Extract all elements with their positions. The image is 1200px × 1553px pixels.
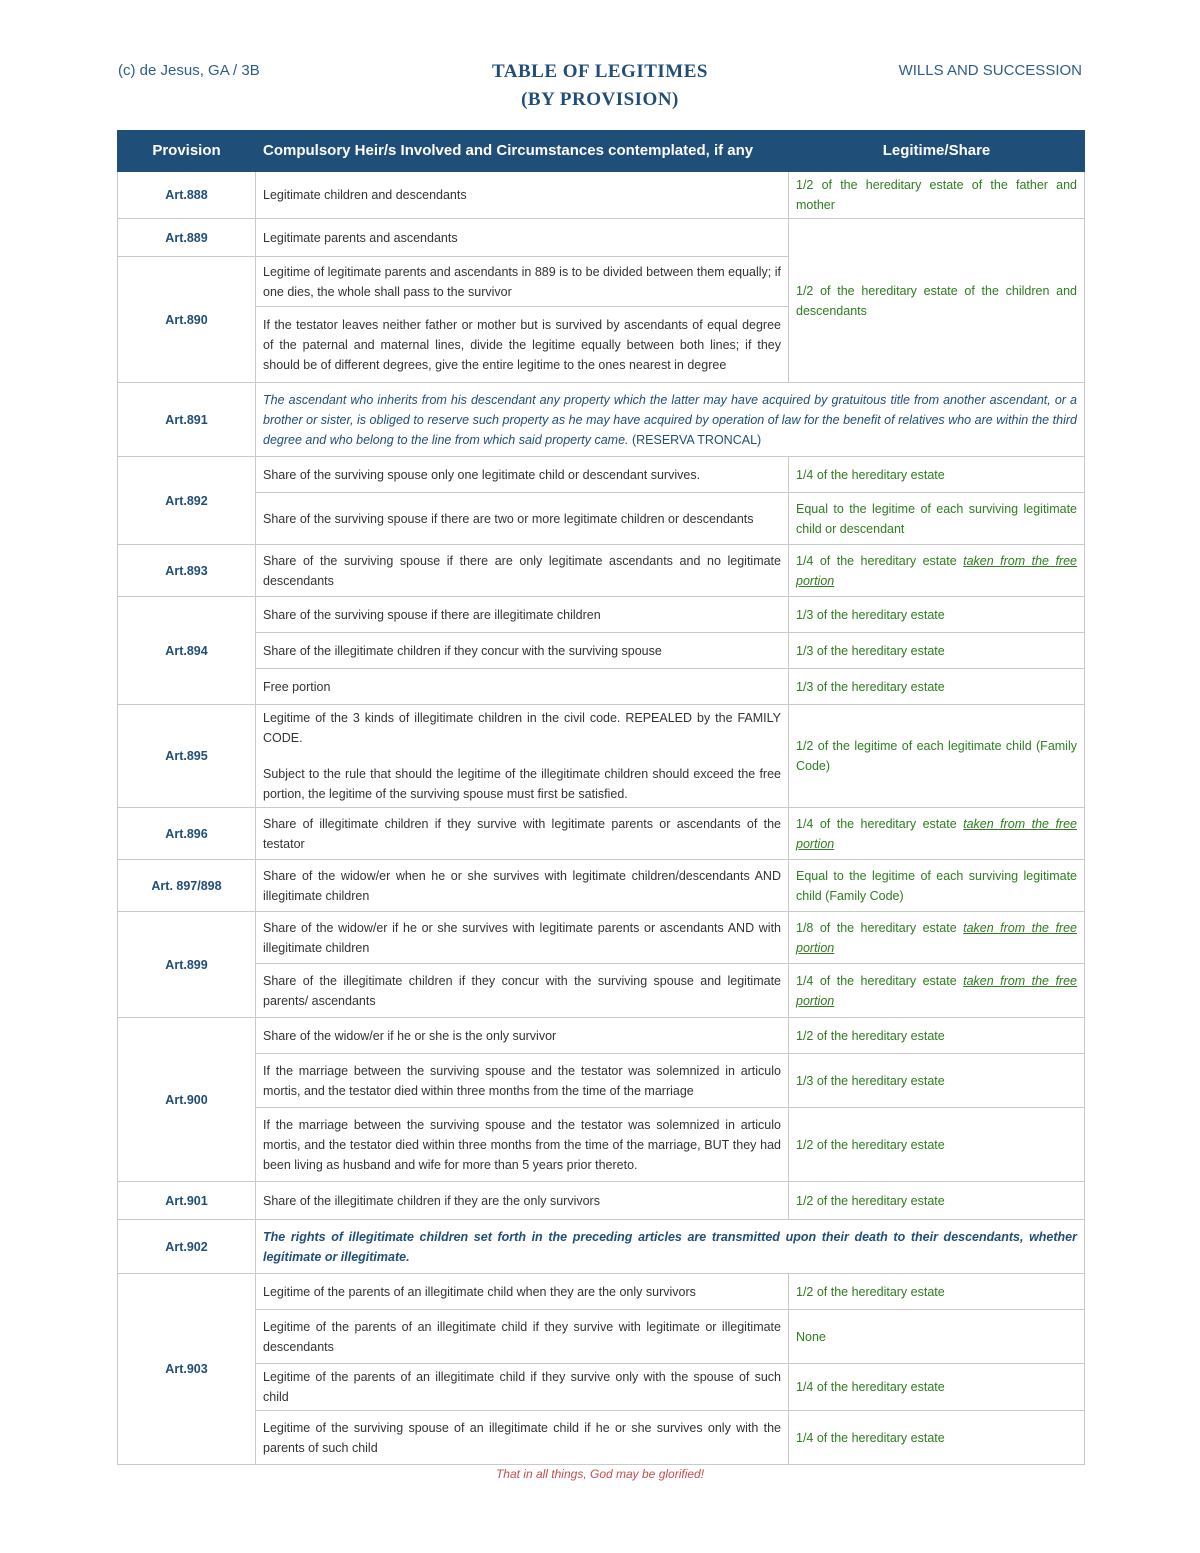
heirs-cell: Share of the illegitimate children if they concur with the surviving spouse — [256, 633, 789, 669]
share-cell: 1/2 of the hereditary estate of the children and descendants — [789, 219, 1085, 383]
share-cell — [789, 964, 1085, 1018]
provision-cell: Art.888 — [118, 172, 256, 219]
share-cell: 1/2 of the hereditary estate — [789, 1274, 1085, 1310]
heirs-cell: Legitime of the surviving spouse of an illegitimate child if he or she survives only with the parents of such child — [256, 1411, 789, 1465]
table-row — [118, 545, 1085, 597]
share-cell: 1/4 of the hereditary estate — [789, 1411, 1085, 1465]
heirs-cell — [256, 705, 789, 808]
provision-cell: Art.900 — [118, 1018, 256, 1182]
heirs-cell: Legitime of legitimate parents and ascendants in 889 is to be divided between them equally; if one dies, the whole shall pass to the survivor — [256, 257, 789, 307]
table-row — [118, 457, 1085, 493]
share-cell: 1/3 of the hereditary estate — [789, 633, 1085, 669]
free-portion-note: taken from the free portion — [796, 973, 1077, 1008]
free-portion-note: taken from the free portion — [796, 920, 1077, 955]
share-cell: 1/2 of the hereditary estate — [789, 1182, 1085, 1220]
heirs-text-1: Legitime of the 3 kinds of illegitimate children in the civil code. REPEALED by the FAMILY CODE. — [263, 711, 781, 745]
provision-cell: Art.891 — [118, 383, 256, 457]
share-cell: 1/2 of the hereditary estate — [789, 1108, 1085, 1182]
share-cell: 1/4 of the hereditary estate — [789, 1364, 1085, 1411]
heirs-cell: The rights of illegitimate children set forth in the preceding articles are transmitted upon their death to their descendants, whether legitimate or illegitimate. — [256, 1220, 1085, 1274]
legitimes-table — [117, 130, 1085, 1465]
column-header-provision: Provision — [118, 131, 256, 172]
table-header-row — [118, 131, 1085, 172]
table-row — [118, 493, 1085, 545]
share-cell: 1/3 of the hereditary estate — [789, 597, 1085, 633]
table-row — [118, 1274, 1085, 1310]
table-row — [118, 1054, 1085, 1108]
provision-cell: Art.895 — [118, 705, 256, 808]
provision-cell: Art.903 — [118, 1274, 256, 1465]
share-cell: 1/4 of the hereditary estate — [789, 457, 1085, 493]
table-row — [118, 1411, 1085, 1465]
share-cell: Equal to the legitime of each surviving legitimate child or descendant — [789, 493, 1085, 545]
column-header-share: Legitime/Share — [789, 131, 1085, 172]
share-text: 1/4 of the hereditary estate — [796, 553, 957, 568]
provision-cell: Art.889 — [118, 219, 256, 257]
header-author: (c) de Jesus, GA / 3B — [118, 62, 260, 79]
reserva-text: The ascendant who inherits from his descendant any property which the latter may have acquired by gratuitous title from another ascendant, or a brother or sister, is obliged to reserve such property as he may have acquired by operation of law for the benefit of relatives who are within the third degree and who belong to the line from which said property came. — [263, 392, 1077, 447]
free-portion-note: taken from the free portion — [796, 553, 1077, 588]
header-subject: WILLS AND SUCCESSION — [898, 62, 1082, 79]
share-cell: 1/3 of the hereditary estate — [789, 669, 1085, 705]
table-row — [118, 383, 1085, 457]
title-line-1: TABLE OF LEGITIMES — [492, 61, 708, 82]
heirs-cell: Share of the widow/er if he or she survives with legitimate parents or ascendants AND with illegitimate children — [256, 912, 789, 964]
share-text: 1/8 of the hereditary estate — [796, 920, 957, 935]
share-text: 1/4 of the hereditary estate — [796, 973, 957, 988]
heirs-cell: Legitimate parents and ascendants — [256, 219, 789, 257]
table-row — [118, 597, 1085, 633]
table-row — [118, 964, 1085, 1018]
share-cell — [789, 545, 1085, 597]
heirs-cell: If the testator leaves neither father or mother but is survived by ascendants of equal degree of the paternal and maternal lines, divide the legitime equally between both lines; if they should be of different degrees, give the entire legitime to the ones nearest in degree — [256, 307, 789, 383]
share-cell: 1/2 of the legitime of each legitimate child (Family Code) — [789, 705, 1085, 808]
heirs-cell: Share of the surviving spouse only one legitimate child or descendant survives. — [256, 457, 789, 493]
table-row — [118, 633, 1085, 669]
table-row — [118, 912, 1085, 964]
heirs-cell: Share of the illegitimate children if they are the only survivors — [256, 1182, 789, 1220]
table-row — [118, 705, 1085, 808]
free-portion-note: taken from the free portion — [796, 816, 1077, 851]
share-cell: None — [789, 1310, 1085, 1364]
table-row — [118, 860, 1085, 912]
share-cell — [789, 912, 1085, 964]
provision-cell: Art.894 — [118, 597, 256, 705]
table-row — [118, 1220, 1085, 1274]
heirs-cell: Legitime of the parents of an illegitimate child when they are the only survivors — [256, 1274, 789, 1310]
provision-cell: Art.896 — [118, 808, 256, 860]
heirs-cell: Share of the surviving spouse if there are only legitimate ascendants and no legitimate descendants — [256, 545, 789, 597]
provision-cell: Art.902 — [118, 1220, 256, 1274]
heirs-cell: Legitime of the parents of an illegitimate child if they survive only with the spouse of such child — [256, 1364, 789, 1411]
share-cell: 1/2 of the hereditary estate of the father and mother — [789, 172, 1085, 219]
heirs-cell: Share of the illegitimate children if they concur with the surviving spouse and legitimate parents/ ascendants — [256, 964, 789, 1018]
heirs-cell: If the marriage between the surviving spouse and the testator was solemnized in articulo mortis, and the testator died within three months from the time of the marriage, BUT they had been living as husband and wife for more than 5 years prior thereto. — [256, 1108, 789, 1182]
table-row — [118, 1018, 1085, 1054]
share-cell: Equal to the legitime of each surviving legitimate child (Family Code) — [789, 860, 1085, 912]
provision-cell: Art.893 — [118, 545, 256, 597]
table-row — [118, 1364, 1085, 1411]
provision-cell: Art.890 — [118, 257, 256, 383]
footer-quote: That in all things, God may be glorified! — [495, 1467, 705, 1481]
table-row — [118, 1310, 1085, 1364]
share-cell — [789, 808, 1085, 860]
heirs-cell: Legitimate children and descendants — [256, 172, 789, 219]
table-row — [118, 1182, 1085, 1220]
reserva-tag: (RESERVA TRONCAL) — [631, 432, 762, 447]
provision-cell: Art.899 — [118, 912, 256, 1018]
share-text: 1/4 of the hereditary estate — [796, 816, 957, 831]
reserva-troncal-cell — [256, 383, 1085, 457]
heirs-cell: Legitime of the parents of an illegitimate child if they survive with legitimate or illegitimate descendants — [256, 1310, 789, 1364]
table-row — [118, 1108, 1085, 1182]
table-row — [118, 219, 1085, 257]
heirs-cell: Free portion — [256, 669, 789, 705]
column-header-heirs: Compulsory Heir/s Involved and Circumstances contemplated, if any — [256, 131, 789, 172]
table-row — [118, 669, 1085, 705]
heirs-cell: Share of the widow/er when he or she survives with legitimate children/descendants AND illegitimate children — [256, 860, 789, 912]
title-line-2: (BY PROVISION) — [521, 89, 679, 110]
heirs-cell: Share of illegitimate children if they survive with legitimate parents or ascendants of the testator — [256, 808, 789, 860]
heirs-cell: Share of the surviving spouse if there are illegitimate children — [256, 597, 789, 633]
share-cell: 1/3 of the hereditary estate — [789, 1054, 1085, 1108]
provision-cell: Art.901 — [118, 1182, 256, 1220]
provision-cell: Art.892 — [118, 457, 256, 545]
table-row — [118, 172, 1085, 219]
provision-cell: Art. 897/898 — [118, 860, 256, 912]
share-cell: 1/2 of the hereditary estate — [789, 1018, 1085, 1054]
heirs-cell: If the marriage between the surviving spouse and the testator was solemnized in articulo mortis, and the testator died within three months from the time of the marriage — [256, 1054, 789, 1108]
table-row — [118, 808, 1085, 860]
heirs-cell: Share of the surviving spouse if there are two or more legitimate children or descendants — [256, 493, 789, 545]
heirs-cell: Share of the widow/er if he or she is the only survivor — [256, 1018, 789, 1054]
heirs-text-2: Subject to the rule that should the legitime of the illegitimate children should exceed the free portion, the legitime of the surviving spouse must first be satisfied. — [263, 767, 781, 801]
